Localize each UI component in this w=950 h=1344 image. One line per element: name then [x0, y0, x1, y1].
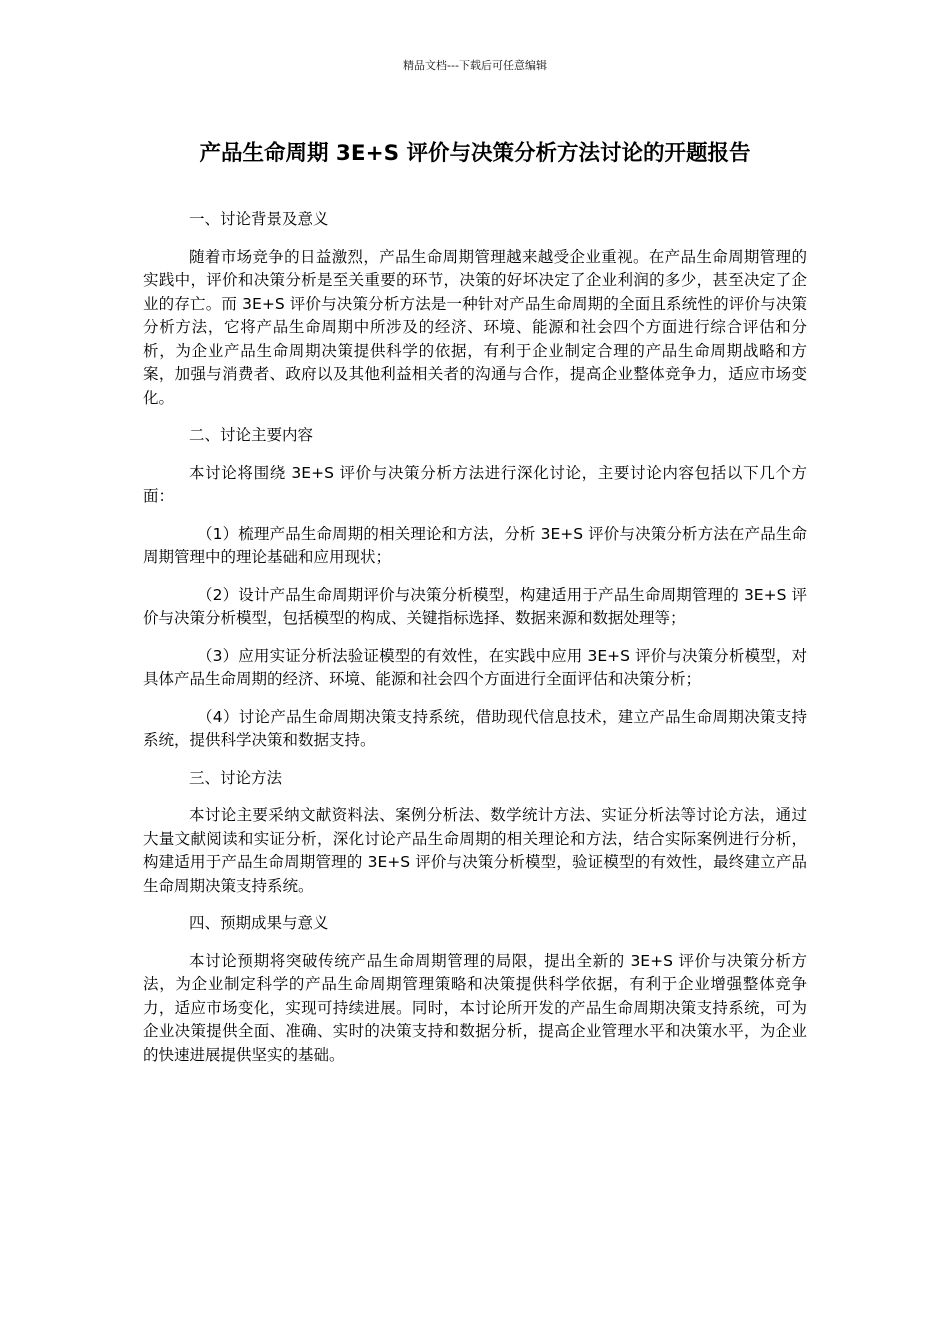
list-item-content-2: （2）设计产品生命周期评价与决策分析模型，构建适用于产品生命周期管理的 3E+S 评价与决策分析模型，包括模型的构成、关键指标选择、数据来源和数据处理等；	[143, 585, 807, 627]
section-heading-background: 一、讨论背景及意义	[189, 210, 329, 228]
document-title: 产品生命周期 3E+S 评价与决策分析方法讨论的开题报告	[199, 141, 751, 166]
paragraph-background: 随着市场竞争的日益激烈，产品生命周期管理越来越受企业重视。在产品生命周期管理的实践中，评价和决策分析是至关重要的环节，决策的好坏决定了企业利润的多少，甚至决定了企业的存亡。而 3E+S 评价与决策分析方法是一种针对产品生命周期的全面且系统性的评价与决策分析方法，它将产品生命周期中所涉及的经济、环境、能源和社会四个方面进行综合评估和分析，为企业产品生命周期决策提供科学的依据，有利于企业制定合理的产品生命周期战略和方案，加强与消费者、政府以及其他利益相关者的沟通与合作，提高企业整体竞争力，适应市场变化。	[143, 247, 807, 407]
paragraph-expected-results: 本讨论预期将突破传统产品生命周期管理的局限，提出全新的 3E+S 评价与决策分析方法，为企业制定科学的产品生命周期管理策略和决策提供科学依据，有利于企业增强整体竞争力，适应市场变化，实现可持续进展。同时，本讨论所开发的产品生命周期决策支持系统，可为企业决策提供全面、准确、实时的决策支持和数据分析，提高企业管理水平和决策水平，为企业的快速进展提供坚实的基础。	[143, 951, 807, 1064]
header-note: 精品文档---下载后可任意编辑	[403, 59, 547, 72]
paragraph-methods: 本讨论主要采纳文献资料法、案例分析法、数学统计方法、实证分析法等讨论方法，通过大量文献阅读和实证分析，深化讨论产品生命周期的相关理论和方法，结合实际案例进行分析，构建适用于产品生命周期管理的 3E+S 评价与决策分析模型，验证模型的有效性，最终建立产品生命周期决策支持系统。	[143, 806, 807, 895]
section-heading-methods: 三、讨论方法	[189, 768, 283, 787]
section-heading-expected-results: 四、预期成果与意义	[189, 914, 329, 932]
list-item-content-4: （4）讨论产品生命周期决策支持系统，借助现代信息技术，建立产品生命周期决策支持系统，提供科学决策和数据支持。	[143, 707, 807, 749]
document-body	[143, 208, 807, 1067]
paragraph-main-content-intro: 本讨论将围绕 3E+S 评价与决策分析方法进行深化讨论，主要讨论内容包括以下几个方面：	[143, 463, 807, 505]
section-heading-main-content: 二、讨论主要内容	[189, 426, 314, 444]
list-item-content-1: （1）梳理产品生命周期的相关理论和方法，分析 3E+S 评价与决策分析方法在产品生命周期管理中的理论基础和应用现状；	[143, 524, 807, 566]
list-item-content-3: （3）应用实证分析法验证模型的有效性，在实践中应用 3E+S 评价与决策分析模型，对具体产品生命周期的经济、环境、能源和社会四个方面进行全面评估和决策分析；	[143, 646, 807, 688]
